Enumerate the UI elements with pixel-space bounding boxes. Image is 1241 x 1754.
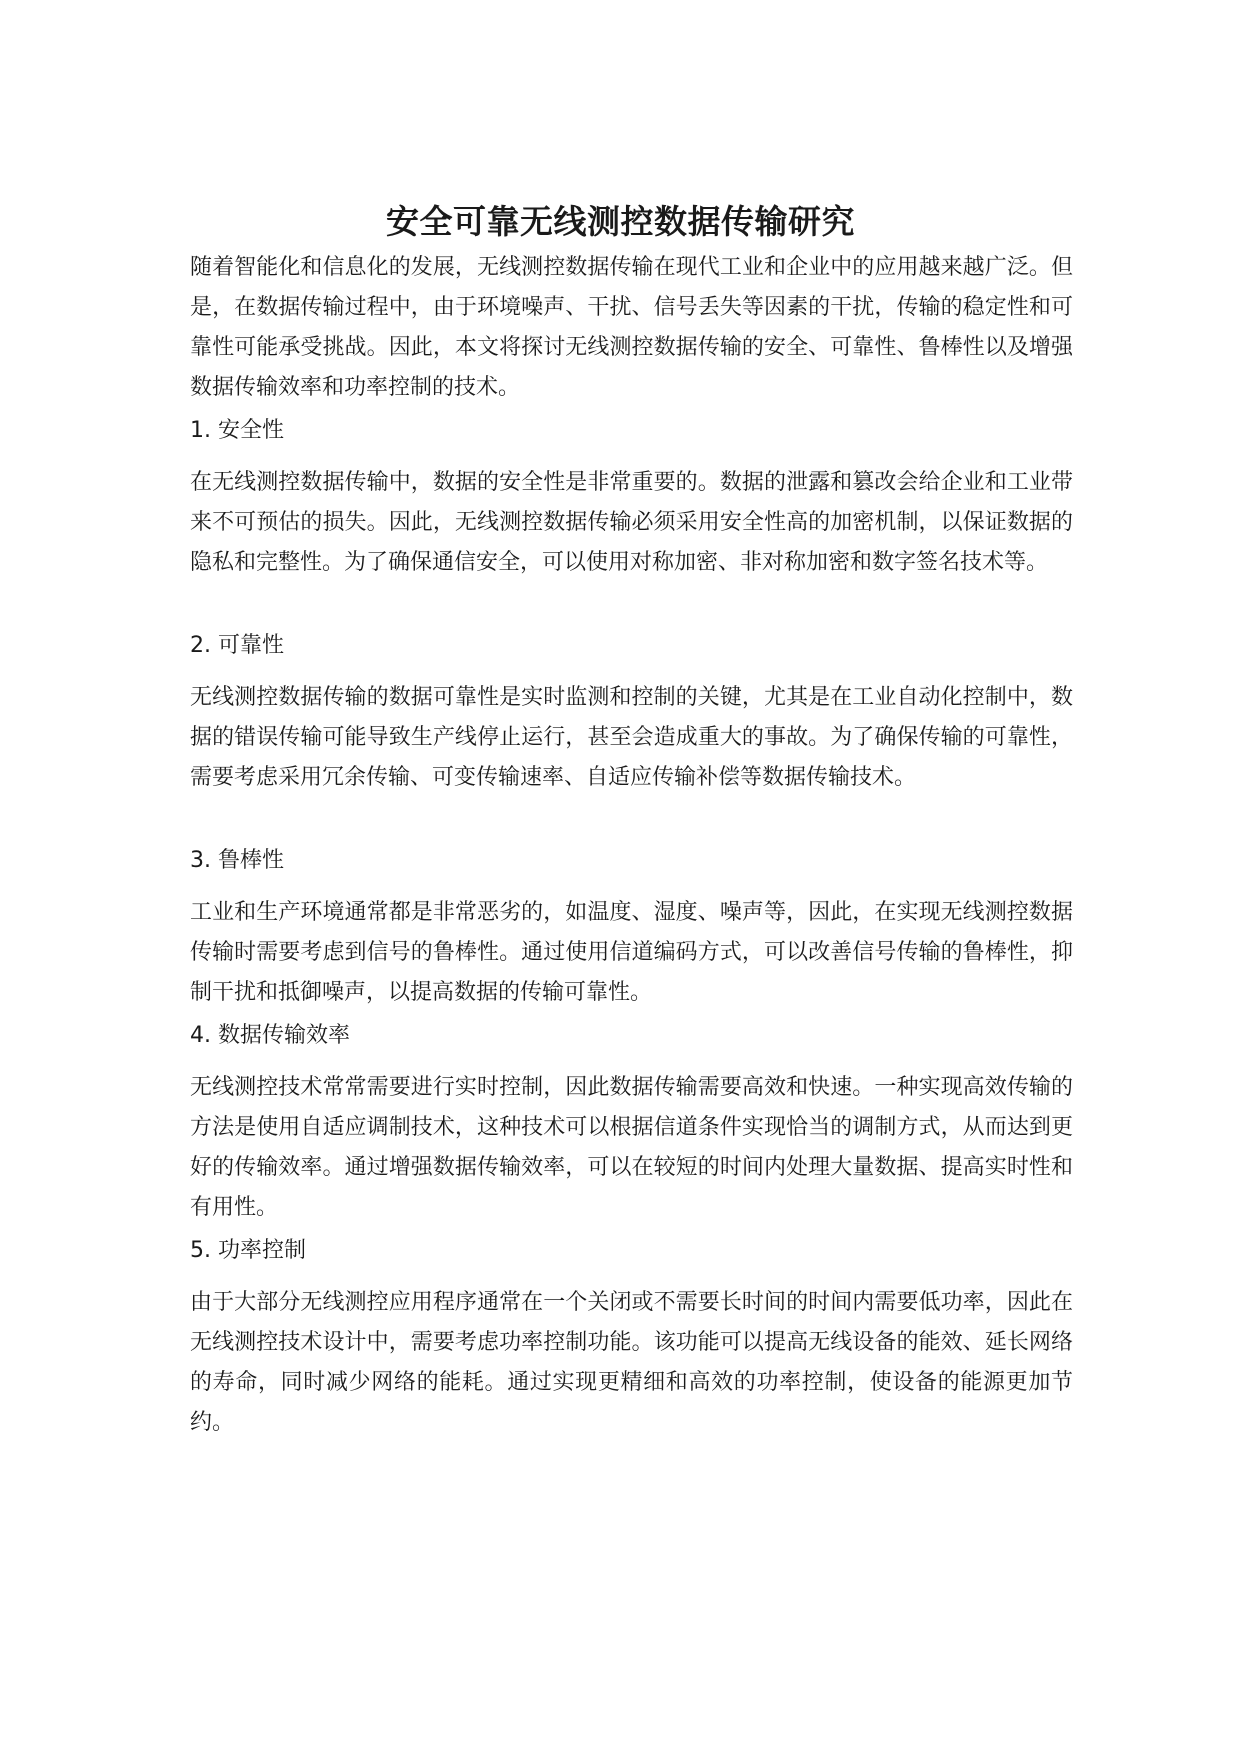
section-heading-power-control: 5. 功率控制 bbox=[190, 1238, 306, 1263]
section-body-reliability: 无线测控数据传输的数据可靠性是实时监测和控制的关键，尤其是在工业自动化控制中，数据的错误传输可能导致生产线停止运行，甚至会造成重大的事故。为了确保传输的可靠性，需要考虑采用冗余传输、可变传输速率、自适应传输补偿等数据传输技术。 bbox=[190, 685, 1073, 790]
section-body-efficiency: 无线测控技术常常需要进行实时控制，因此数据传输需要高效和快速。一种实现高效传输的方法是使用自适应调制技术，这种技术可以根据信道条件实现恰当的调制方式，从而达到更好的传输效率。通过增强数据传输效率，可以在较短的时间内处理大量数据、提高实时性和有用性。 bbox=[190, 1075, 1073, 1220]
section-body-robustness: 工业和生产环境通常都是非常恶劣的，如温度、湿度、噪声等，因此，在实现无线测控数据传输时需要考虑到信号的鲁棒性。通过使用信道编码方式，可以改善信号传输的鲁棒性，抑制干扰和抵御噪声，以提高数据的传输可靠性。 bbox=[190, 900, 1073, 1005]
section-heading-robustness: 3. 鲁棒性 bbox=[190, 848, 284, 873]
section-body-power-control: 由于大部分无线测控应用程序通常在一个关闭或不需要长时间的时间内需要低功率，因此在无线测控技术设计中，需要考虑功率控制功能。该功能可以提高无线设备的能效、延长网络的寿命，同时减少网络的能耗。通过实现更精细和高效的功率控制，使设备的能源更加节约。 bbox=[190, 1290, 1073, 1435]
section-heading-efficiency: 4. 数据传输效率 bbox=[190, 1023, 350, 1048]
intro-paragraph: 随着智能化和信息化的发展，无线测控数据传输在现代工业和企业中的应用越来越广泛。但是，在数据传输过程中，由于环境噪声、干扰、信号丢失等因素的干扰，传输的稳定性和可靠性可能承受挑战。因此，本文将探讨无线测控数据传输的安全、可靠性、鲁棒性以及增强数据传输效率和功率控制的技术。 bbox=[190, 255, 1073, 400]
document-title: 安全可靠无线测控数据传输研究 bbox=[386, 202, 855, 242]
section-heading-reliability: 2. 可靠性 bbox=[190, 633, 284, 658]
section-heading-security: 1. 安全性 bbox=[190, 418, 284, 443]
section-body-security: 在无线测控数据传输中，数据的安全性是非常重要的。数据的泄露和篡改会给企业和工业带来不可预估的损失。因此，无线测控数据传输必须采用安全性高的加密机制，以保证数据的隐私和完整性。为了确保通信安全，可以使用对称加密、非对称加密和数字签名技术等。 bbox=[190, 470, 1073, 575]
